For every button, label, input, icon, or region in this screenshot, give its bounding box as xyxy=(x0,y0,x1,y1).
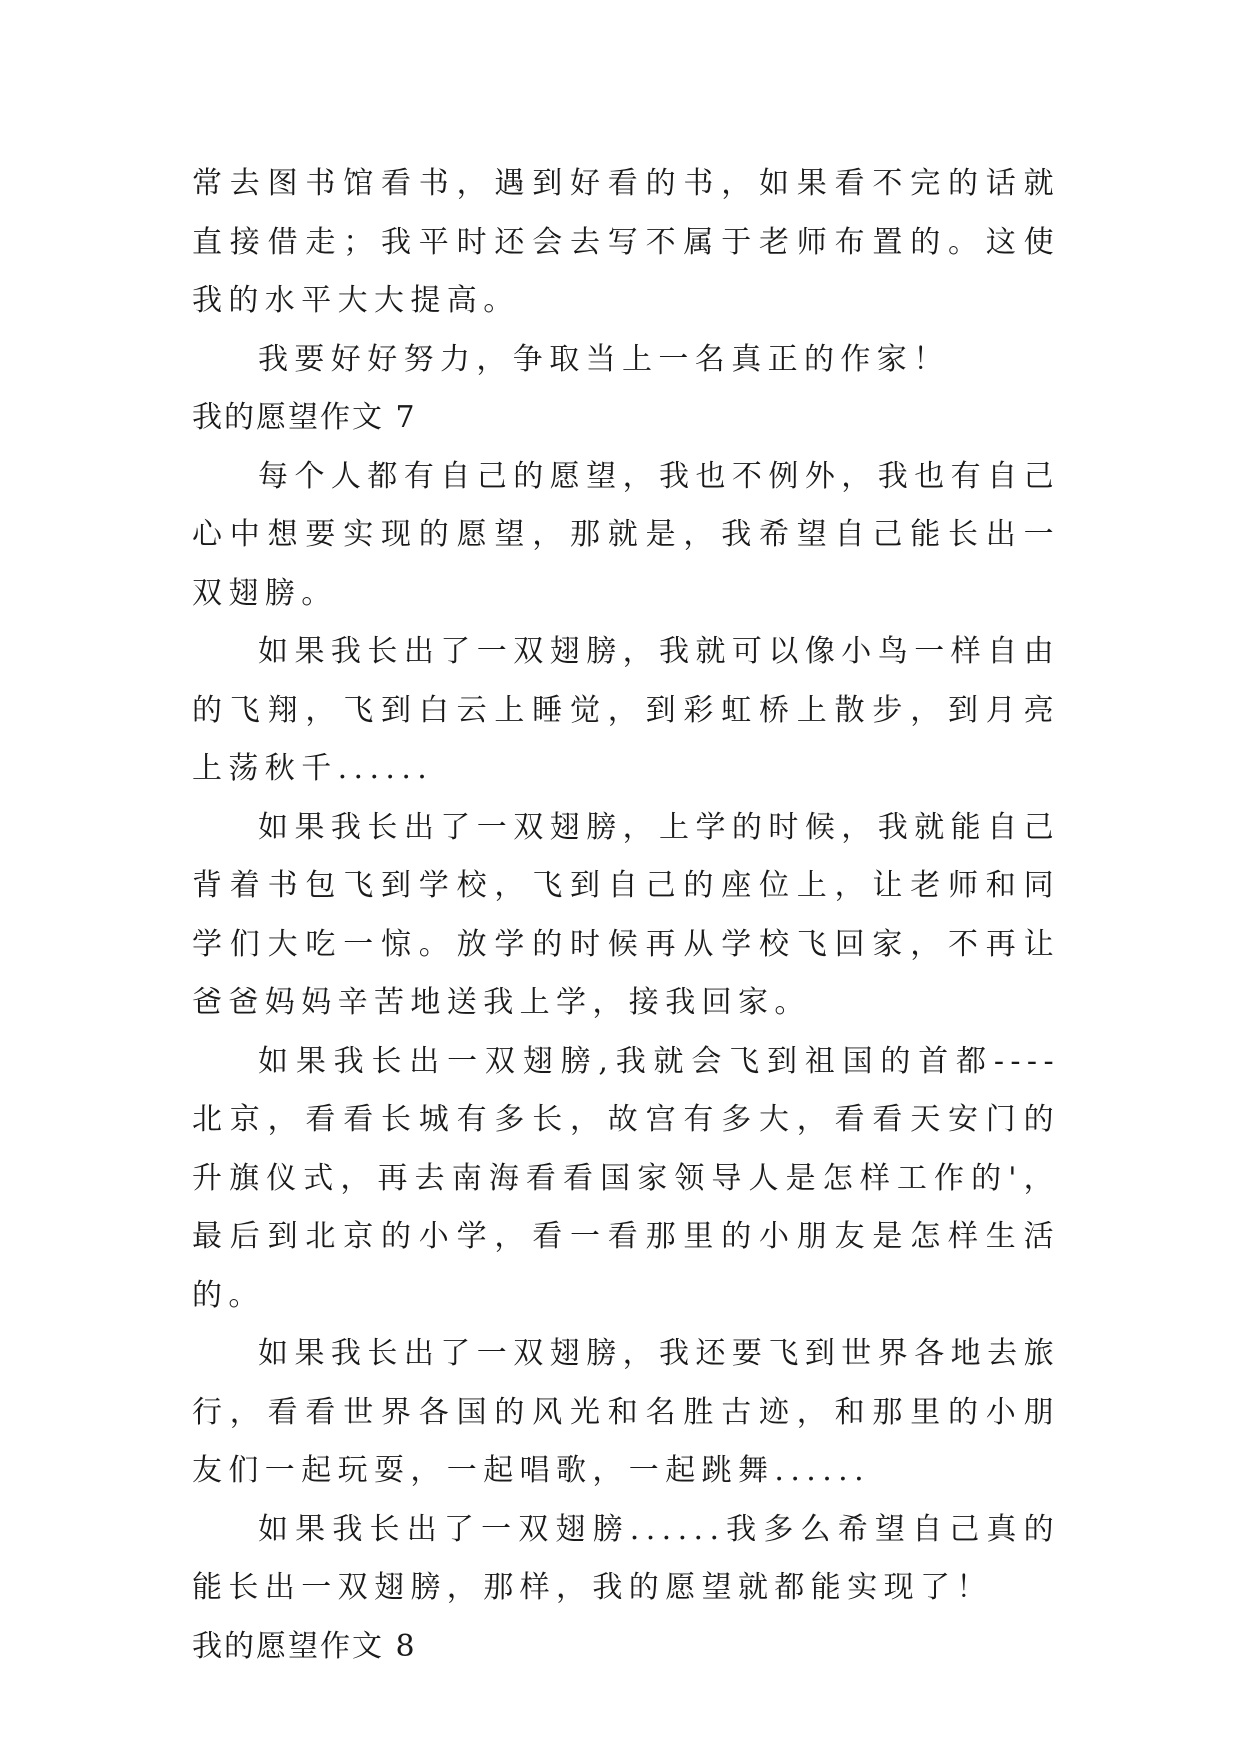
paragraph: 如果我长出了一双翅膀，上学的时候，我就能自己背着书包飞到学校，飞到自己的座位上，让老师和同学们大吃一惊。放学的时候再从学校飞回家，不再让爸爸妈妈辛苦地送我上学，接我回家。 xyxy=(192,809,1060,1020)
paragraph: 常去图书馆看书，遇到好看的书，如果看不完的话就直接借走；我平时还会去写不属于老师布置的。这使我的水平大大提高。 xyxy=(192,166,1060,318)
paragraph: 我要好好努力，争取当上一名真正的作家！ xyxy=(258,341,950,377)
section-heading: 我的愿望作文 8 xyxy=(192,1628,417,1664)
paragraph: 如果我长出了一双翅膀，我还要飞到世界各地去旅行，看看世界各国的风光和名胜古迹，和那里的小朋友们一起玩耍，一起唱歌，一起跳舞...... xyxy=(192,1336,1060,1488)
paragraph: 如果我长出了一双翅膀......我多么希望自己真的能长出一双翅膀，那样，我的愿望就都能实现了！ xyxy=(192,1511,1060,1605)
paragraph: 每个人都有自己的愿望，我也不例外，我也有自己心中想要实现的愿望，那就是，我希望自己能长出一双翅膀。 xyxy=(192,458,1060,611)
paragraph: 如果我长出了一双翅膀，我就可以像小鸟一样自由的飞翔，飞到白云上睡觉，到彩虹桥上散步，到月亮上荡秋千...... xyxy=(192,634,1060,786)
section-heading: 我的愿望作文 7 xyxy=(192,400,417,435)
paragraph: 如果我长出一双翅膀,我就会飞到祖国的首都----北京，看看长城有多长，故宫有多大，看看天安门的升旗仪式，再去南海看看国家领导人是怎样工作的'，最后到北京的小学，看一看那里的小朋友是怎样生活的。 xyxy=(192,1043,1060,1313)
document-body xyxy=(192,155,1060,1676)
